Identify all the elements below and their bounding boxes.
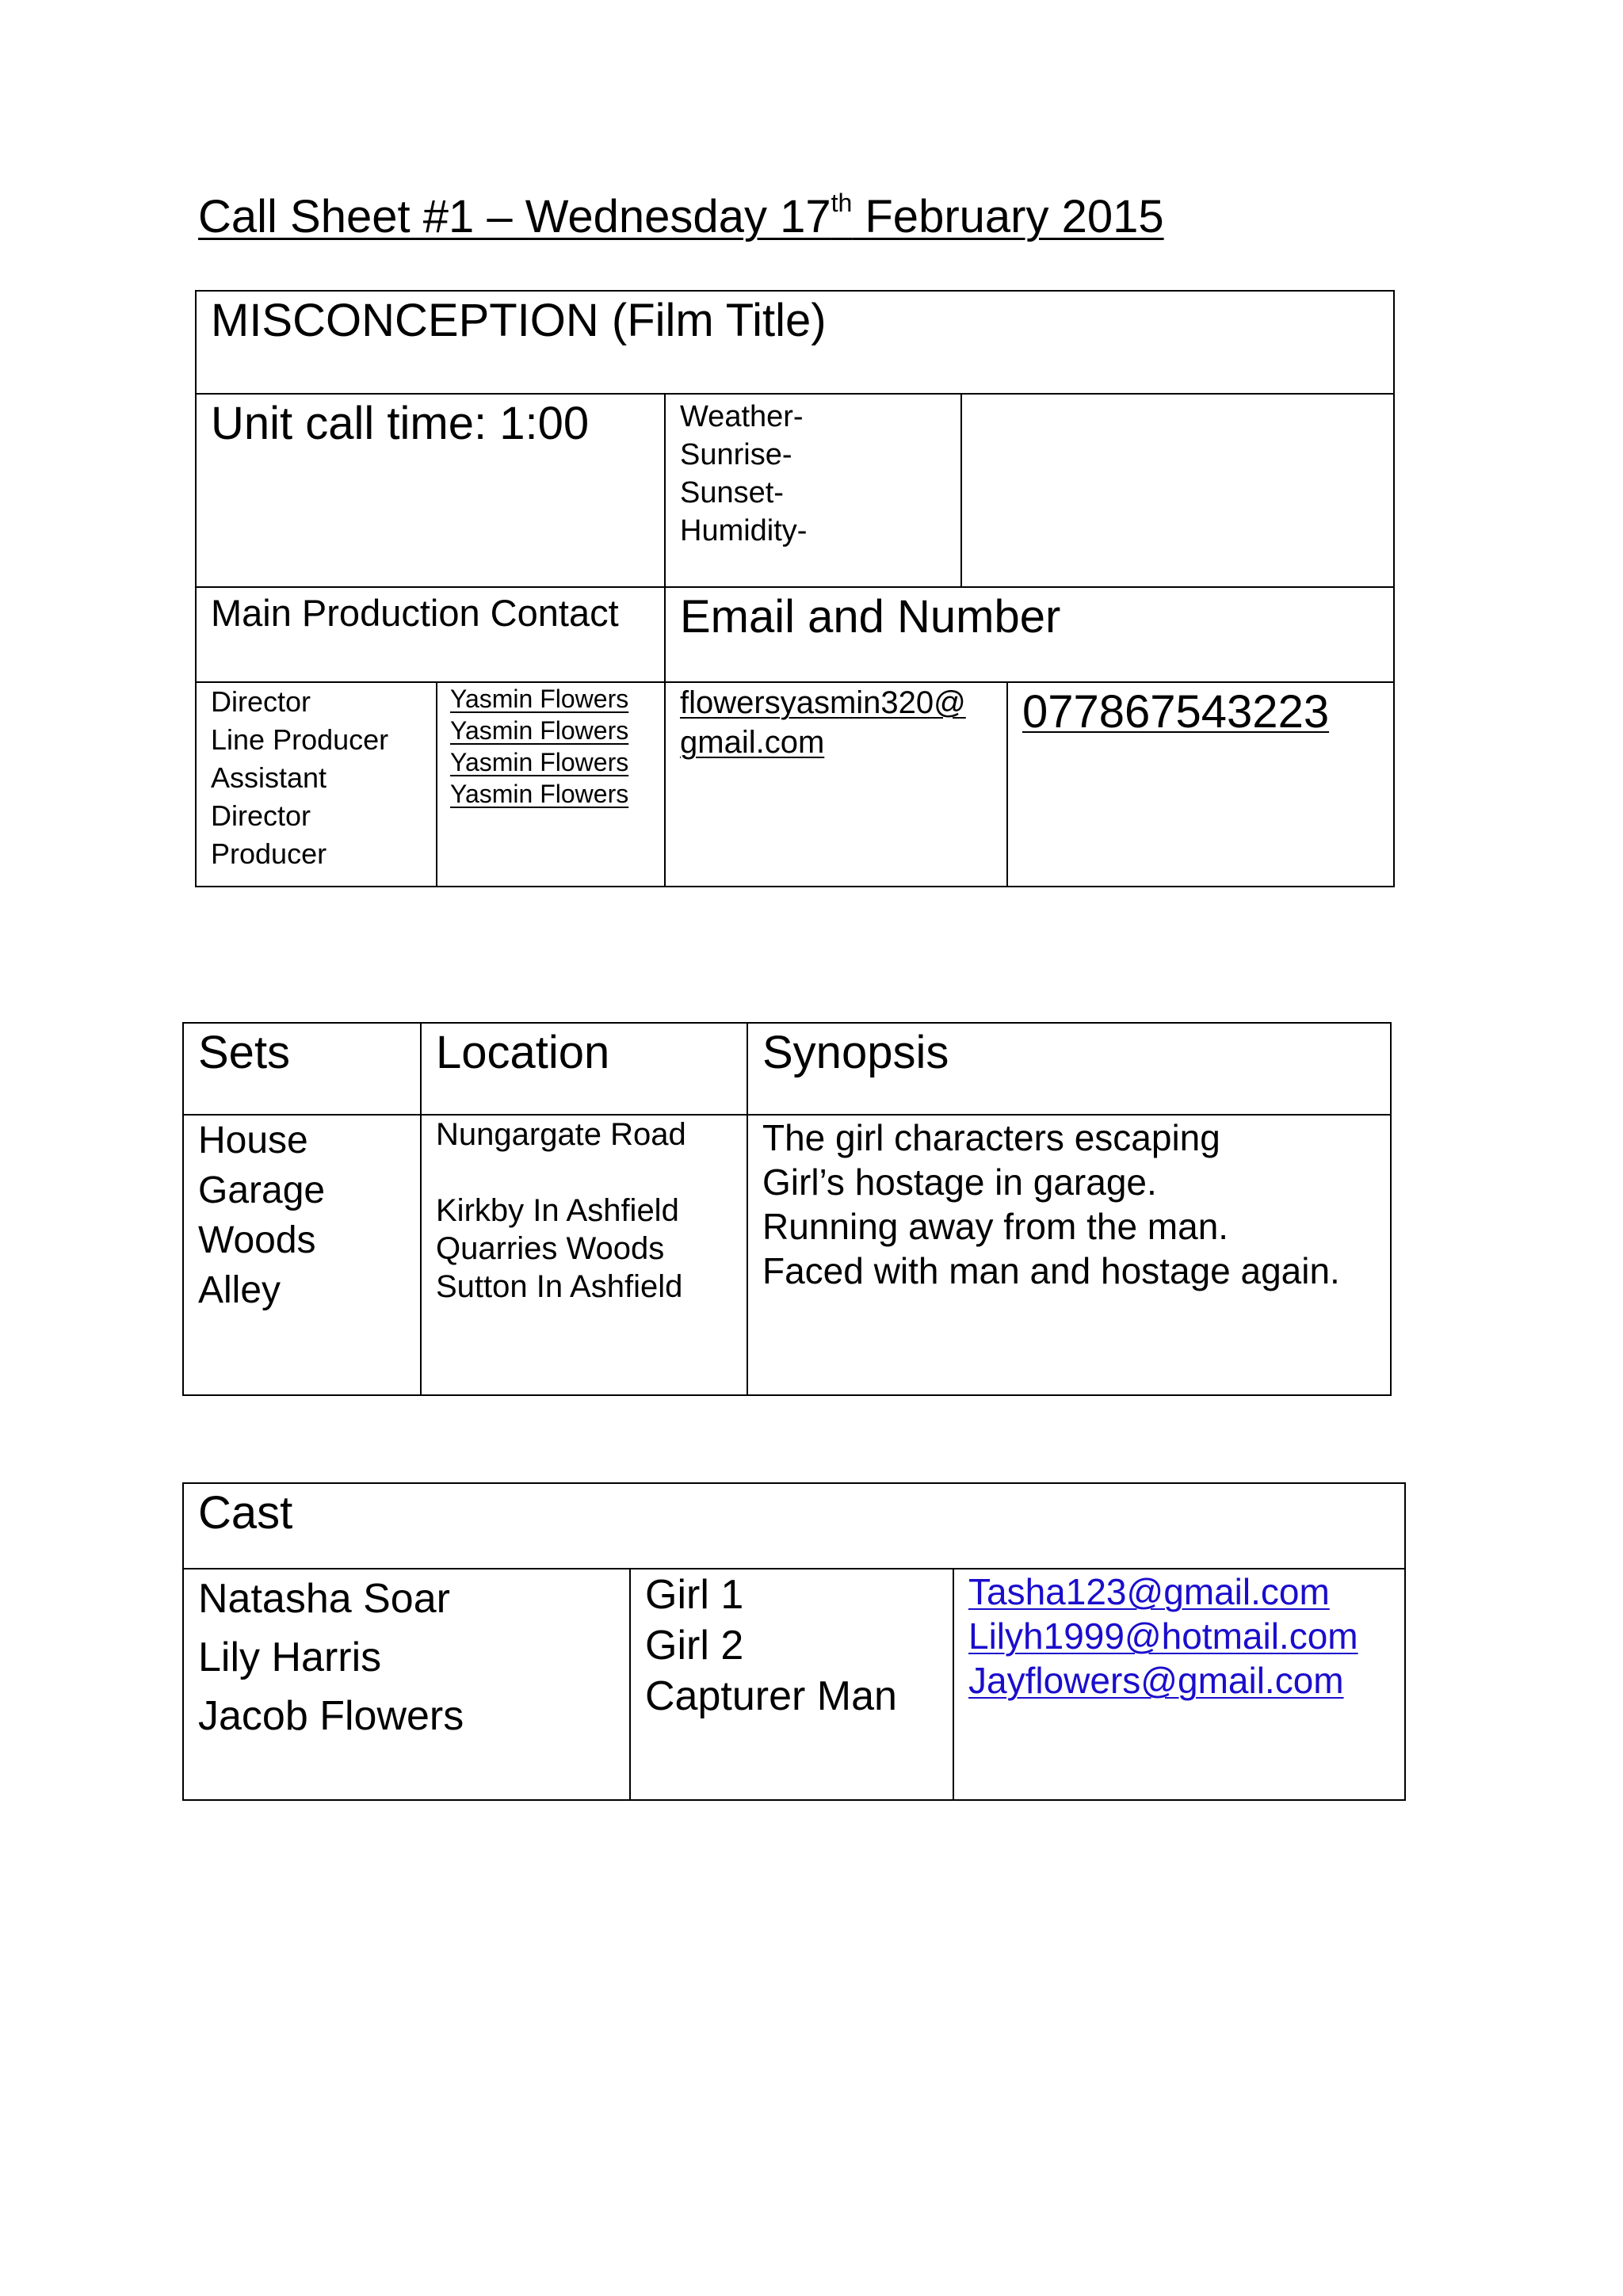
location-spacer [436,1154,732,1192]
sets-cell [182,1114,422,1396]
film-title: MISCONCEPTION (Film Title) [211,295,827,346]
cast-header: Cast [198,1487,293,1539]
role-producer: Producer [211,837,327,870]
synopsis-header: Synopsis [762,1027,949,1078]
names-cell [436,681,666,887]
page-title [198,189,1164,242]
cast-actor: Lily Harris [198,1634,382,1680]
location-item: Quarries Woods [436,1231,665,1266]
cast-role: Girl 2 [645,1623,744,1669]
synopsis-line: The girl characters escaping [762,1117,1220,1158]
synopsis-line: Running away from the man. [762,1206,1229,1247]
synopsis-cell [747,1114,1392,1396]
synopsis-line: Faced with man and hostage again. [762,1250,1340,1291]
main-contact-label-cell [195,586,666,683]
cast-emails-cell [953,1568,1406,1801]
cast-actor: Natasha Soar [198,1576,450,1622]
email-number-label: Email and Number [680,591,1061,643]
email-number-label-cell [664,586,1395,683]
role-director: Director [211,685,311,718]
set-item: Garage [198,1169,326,1211]
sets-header-cell [182,1022,422,1116]
location-header: Location [436,1027,610,1078]
cast-header-cell [182,1482,1406,1569]
synopsis-header-cell [747,1022,1392,1116]
unit-call-time: Unit call time: 1:00 [211,398,590,449]
synopsis-line: Girl’s hostage in garage. [762,1161,1157,1203]
location-item: Nungargate Road [436,1117,686,1152]
title-superscript: th [831,189,853,217]
location-item: Kirkby In Ashfield [436,1193,679,1228]
unit-call-time-cell [195,393,666,588]
location-item: Sutton In Ashfield [436,1269,683,1304]
email-cell [664,681,1008,887]
sets-header: Sets [198,1027,291,1078]
locations-cell [420,1114,748,1396]
weather-label: Weather- [680,400,804,433]
roles-cell [195,681,437,887]
sunrise-label: Sunrise- [680,438,792,471]
cast-role: Capturer Man [645,1673,897,1719]
cast-email-link[interactable]: Lilyh1999@hotmail.com [968,1615,1358,1657]
contact-name: Yasmin Flowers [450,716,629,745]
contact-phone: 077867543223 [1022,686,1330,738]
location-header-cell [420,1022,748,1116]
set-item: Alley [198,1269,281,1311]
cast-roles-cell [629,1568,954,1801]
contact-email-domain: gmail.com [680,725,825,760]
cast-email-link[interactable]: Jayflowers@gmail.com [968,1660,1344,1701]
weather-values-cell [960,393,1395,588]
set-item: Woods [198,1219,316,1261]
role-director-2: Director [211,799,311,832]
cast-actor: Jacob Flowers [198,1693,464,1739]
film-title-cell [195,290,1395,395]
set-item: House [198,1119,308,1161]
cast-email-link[interactable]: Tasha123@gmail.com [968,1571,1330,1612]
main-contact-label: Main Production Contact [211,592,619,634]
cast-role: Girl 1 [645,1572,744,1618]
sunset-label: Sunset- [680,476,784,509]
title-text-end: February 2015 [852,191,1164,242]
role-assistant: Assistant [211,761,327,794]
weather-cell [664,393,962,588]
humidity-label: Humidity- [680,514,808,547]
contact-email: flowersyasmin320@ [680,685,966,720]
cast-actors-cell [182,1568,631,1801]
contact-name: Yasmin Flowers [450,748,629,776]
phone-cell [1006,681,1395,887]
title-text: Call Sheet #1 – Wednesday 17 [198,191,831,242]
role-line-producer: Line Producer [211,723,389,756]
contact-name: Yasmin Flowers [450,685,629,713]
contact-name: Yasmin Flowers [450,780,629,808]
